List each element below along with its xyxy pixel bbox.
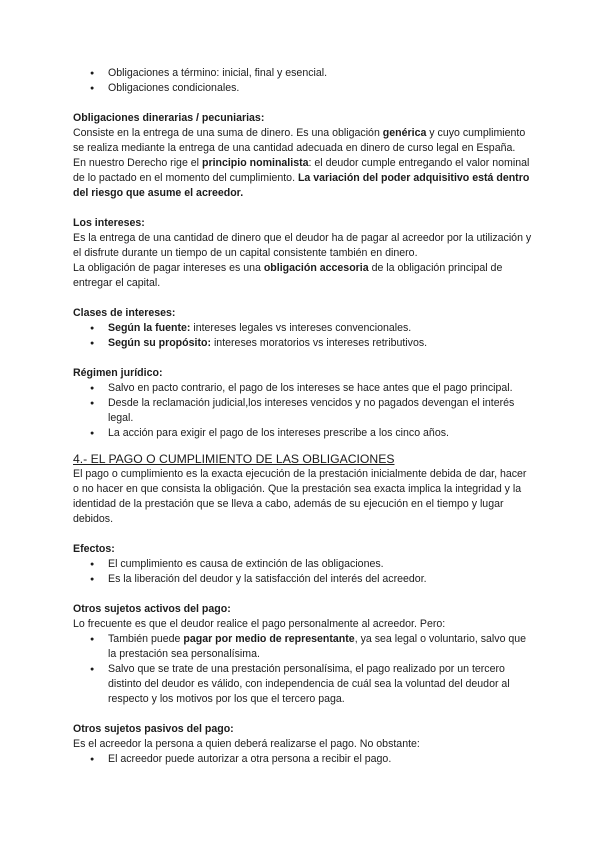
intereses-heading: Los intereses: [73, 217, 145, 229]
regimen-heading: Régimen jurídico: [73, 367, 163, 379]
clases-list [73, 321, 533, 351]
efectos-heading: Efectos: [73, 543, 115, 555]
activos-heading: Otros sujetos activos del pago: [73, 603, 231, 615]
document-page [73, 66, 533, 767]
pasivos-paragraph: Es el acreedor la persona a quien deberá realizarse el pago. No obstante: [73, 738, 420, 750]
pasivos-heading: Otros sujetos pasivos del pago: [73, 723, 234, 735]
list-item: ● Es la liberación del deudor y la satisfacción del interés del acreedor. [73, 572, 533, 587]
activos-paragraph: Lo frecuente es que el deudor realice el pago personalmente al acreedor. Pero: [73, 618, 446, 630]
dinerarias-heading: Obligaciones dinerarias / pecuniarias: [73, 112, 265, 124]
list-item: ● Salvo en pacto contrario, el pago de los intereses se hace antes que el pago principal. [73, 381, 533, 396]
list-item: ● También puede pagar por medio de representante, ya sea legal o voluntario, salvo que la prestación sea personalísima. [73, 632, 533, 662]
list-item: ● Desde la reclamación judicial,los intereses vencidos y no pagados devengan el interés legal. [73, 396, 533, 426]
list-item: ● Salvo que se trate de una prestación personalísima, el pago realizado por un tercero distinto del deudor es válido, con independencia de cuál sea la voluntad del deudor al respecto y los motivos por los que el tercero paga. [73, 662, 533, 707]
list-item: ● El acreedor puede autorizar a otra persona a recibir el pago. [73, 752, 533, 767]
efectos-list [73, 557, 533, 587]
pasivos-list [73, 752, 533, 767]
dinerarias-paragraph-2: En nuestro Derecho rige el principio nominalista: el deudor cumple entregando el valor nominal de lo pactado en el momento del cumplimiento. La variación del poder adquisitivo está dentro del riesgo que asume el acreedor. [73, 157, 530, 199]
list-item: ● El cumplimiento es causa de extinción de las obligaciones. [73, 557, 533, 572]
activos-list [73, 632, 533, 707]
list-item: ● Obligaciones a término: inicial, final y esencial. [73, 66, 533, 81]
list-item: ● Según la fuente: intereses legales vs intereses convencionales. [73, 321, 533, 336]
dinerarias-paragraph-1: Consiste en la entrega de una suma de dinero. Es una obligación genérica y cuyo cumplimiento se realiza mediante la entrega de una cantidad adecuada en dinero de curso legal en España. [73, 127, 526, 154]
clases-heading: Clases de intereses: [73, 307, 176, 319]
intereses-paragraph-1: Es la entrega de una cantidad de dinero que el deudor ha de pagar al acreedor por la utilización y el disfrute durante un tiempo de un capital consistente también en dinero. [73, 232, 532, 259]
list-item: ● Según su propósito: intereses moratorios vs intereses retributivos. [73, 336, 533, 351]
intro-list [73, 66, 533, 96]
pago-paragraph: El pago o cumplimiento es la exacta ejecución de la prestación inicialmente debida de dar, hacer o no hacer en que consista la obligación. Que la prestación sea exacta implica la integridad y la identidad de la prestación que se lleva a cabo, además de su ejecución en el tiempo y lugar debidos. [73, 468, 527, 525]
list-item: ● Obligaciones condicionales. [73, 81, 533, 96]
list-item: ● La acción para exigir el pago de los intereses prescribe a los cinco años. [73, 426, 533, 441]
intereses-paragraph-2: La obligación de pagar intereses es una obligación accesoria de la obligación principal de entregar el capital. [73, 262, 503, 289]
section-title-pago: 4.- EL PAGO O CUMPLIMIENTO DE LAS OBLIGACIONES [73, 452, 395, 466]
regimen-list [73, 381, 533, 441]
